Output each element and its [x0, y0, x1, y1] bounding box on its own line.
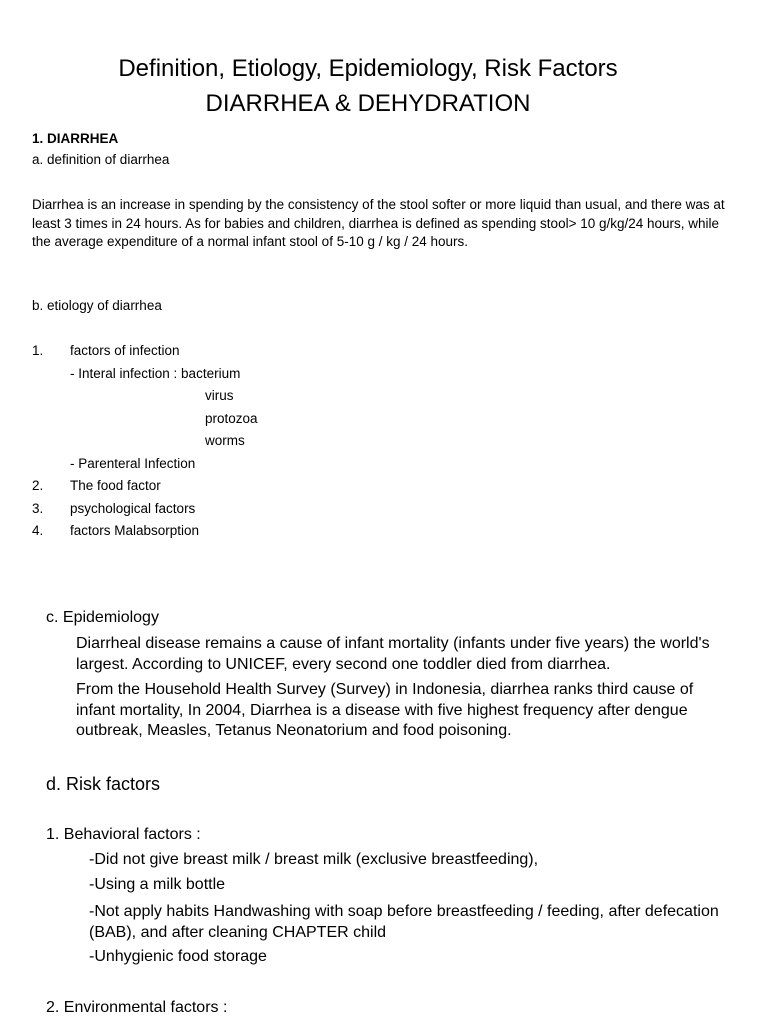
etiology-num-4: 4.	[32, 523, 44, 538]
infection-agent-worms: worms	[205, 433, 245, 448]
etiology-item-1: factors of infection	[70, 343, 180, 358]
epidemiology-paragraph-2: From the Household Health Survey (Survey) in Indonesia, diarrhea ranks third cause of infant mortality, In 2004, Diarrhea is a disease with five highest frequency after dengue outbreak, Measles, Tetanus Neonatorium and food poisoning.	[76, 681, 694, 739]
subheading-risk-factors: d. Risk factors	[46, 774, 161, 794]
page-title-line2: DIARRHEA & DEHYDRATION	[205, 90, 531, 117]
epidemiology-paragraph-1: Diarrheal disease remains a cause of infant mortality (infants under five years) the world's largest. According to UNICEF, every second one toddler died from diarrhea.	[76, 635, 710, 673]
etiology-num-1: 1.	[32, 343, 44, 358]
behavioral-item-1: -Did not give breast milk / breast milk (exclusive breastfeeding),	[89, 851, 539, 868]
environmental-factors-heading: 2. Environmental factors :	[46, 999, 228, 1016]
page-title-line1: Definition, Etiology, Epidemiology, Risk Factors	[118, 55, 618, 82]
etiology-num-3: 3.	[32, 501, 44, 516]
section-heading-diarrhea: 1. DIARRHEA	[32, 131, 119, 146]
parenteral-infection: - Parenteral Infection	[70, 456, 196, 471]
infection-agent-protozoa: protozoa	[205, 411, 258, 426]
behavioral-item-3: -Not apply habits Handwashing with soap before breastfeeding / feeding, after defecation (BAB), and after cleaning CHAPTER child	[89, 903, 719, 941]
etiology-item-2: The food factor	[70, 478, 161, 493]
etiology-item-3: psychological factors	[70, 501, 196, 516]
enteral-infection: - Interal infection : bacterium	[70, 366, 241, 381]
infection-agent-virus: virus	[205, 388, 234, 403]
behavioral-item-4: -Unhygienic food storage	[89, 948, 267, 965]
definition-paragraph: Diarrhea is an increase in spending by the consistency of the stool softer or more liquid than usual, and there was at least 3 times in 24 hours. As for babies and children, diarrhea is defined as spending stool> 10 g/kg/24 hours, while the average expenditure of a normal infant stool of 5-10 g / kg / 24 hours.	[32, 197, 725, 249]
etiology-item-4: factors Malabsorption	[70, 523, 200, 538]
subheading-etiology: b. etiology of diarrhea	[32, 298, 162, 313]
behavioral-item-2: -Using a milk bottle	[89, 876, 226, 893]
etiology-num-2: 2.	[32, 478, 44, 493]
behavioral-factors-heading: 1. Behavioral factors :	[46, 826, 201, 843]
subheading-epidemiology: c. Epidemiology	[46, 609, 159, 626]
subheading-definition: a. definition of diarrhea	[32, 152, 170, 167]
